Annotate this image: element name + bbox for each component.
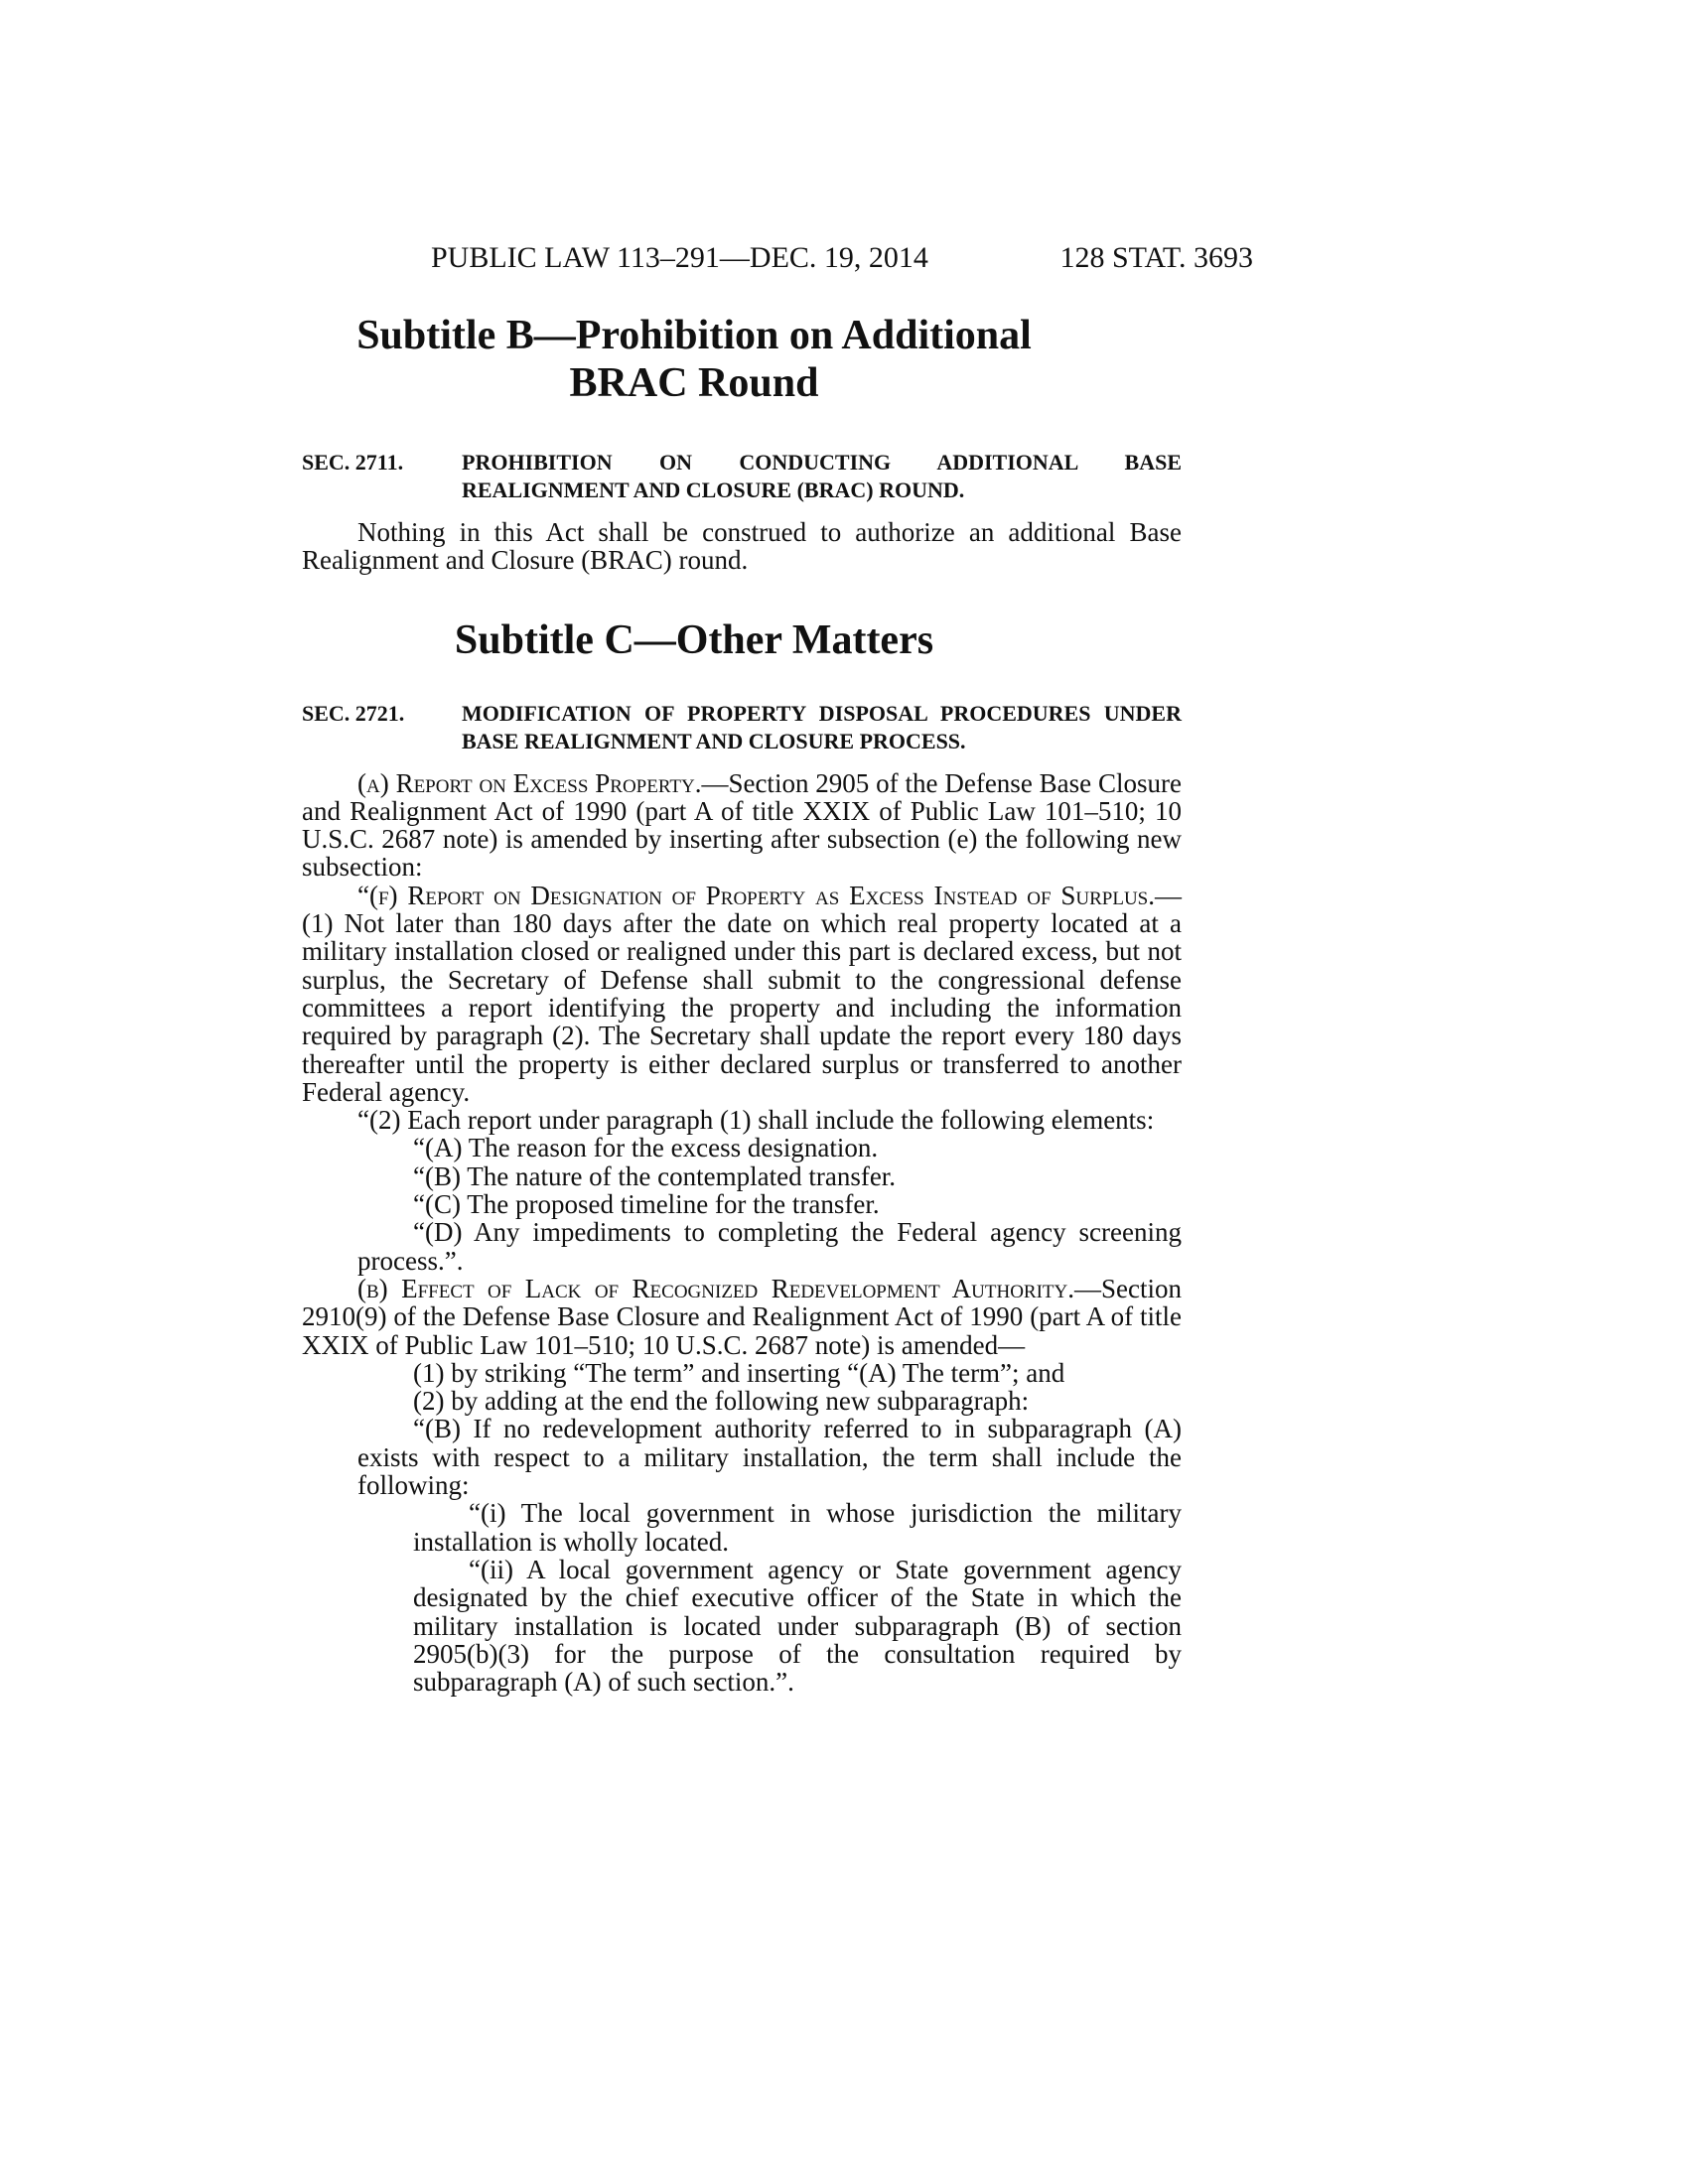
subtitle-b-line-2: BRAC Round [569, 360, 819, 406]
section-2721-number: SEC. 2721. [302, 700, 405, 726]
subsection-a-heading: (a) Report on Excess Property. [357, 767, 702, 798]
subtitle-b-line-1: Subtitle B—Prohibition on Additional [356, 313, 1032, 358]
subsection-a-text: —Section 2905 of the Defense Base Closure and Realignment Act of 1990 (part A of title XXIX of Public Law 101–510; 10 U.S.C. 2687 note) is amended by inserting after subsection (e) the following new subsection: [302, 767, 1182, 883]
running-header [302, 238, 1253, 278]
document-page [302, 238, 1253, 1698]
section-2721-body [302, 769, 1182, 1697]
subsection-b-text: —Section 2910(9) of the Defense Base Closure and Realignment Act of 1990 (part A of title XXIX of Public Law 101–510; 10 U.S.C. 2687 note) is amended— [302, 1273, 1182, 1360]
paragraph-f2-D: “(D) Any impediments to completing the Federal agency screening process.”. [357, 1217, 1182, 1276]
paragraph-f2: “(2) Each report under paragraph (1) shall include the following elements: [357, 1105, 1155, 1136]
subsection-f [302, 882, 1182, 1106]
subsection-f-heading: “(f) Report on Designation of Property as Excess Instead of Surplus. [357, 880, 1155, 910]
subparagraph-B: “(B) If no redevelopment authority referred to in subparagraph (A) exists with respect to a military installation, the term shall include the following: [357, 1414, 1182, 1501]
paragraph-f2-A: “(A) The reason for the excess designation. [413, 1133, 879, 1163]
header-statute-page: 128 STAT. 3693 [1059, 241, 1253, 274]
paragraph-f2-B: “(B) The nature of the contemplated transfer. [413, 1160, 897, 1191]
paragraph-f2-C: “(C) The proposed timeline for the transfer. [413, 1189, 880, 1220]
header-public-law: PUBLIC LAW 113–291—DEC. 19, 2014 [431, 241, 928, 274]
subsection-b [302, 1275, 1182, 1359]
section-2721-title: MODIFICATION OF PROPERTY DISPOSAL PROCEDURES UNDER BASE REALIGNMENT AND CLOSURE PROCESS. [462, 700, 1182, 753]
section-2711-title: PROHIBITION ON CONDUCTING ADDITIONAL BASE REALIGNMENT AND CLOSURE (BRAC) ROUND. [462, 450, 1182, 502]
subtitle-c-heading: Subtitle C—Other Matters [454, 616, 934, 663]
clause-i: “(i) The local government in whose jurisdiction the military installation is wholly located. [413, 1498, 1182, 1557]
subsection-a [302, 769, 1182, 882]
paragraph-b2: (2) by adding at the end the following new subparagraph: [413, 1386, 1030, 1417]
section-2711-heading [302, 449, 1182, 504]
section-2721-heading [302, 700, 1182, 755]
clause-ii: “(ii) A local government agency or State government agency designated by the chief executive officer of the State in which the military installation is located under subparagraph (B) of section 2905(b)(3) for the purpose of the consultation required by subparagraph (A) of such section.”. [413, 1554, 1182, 1698]
section-2711-text: Nothing in this Act shall be construed to authorize an additional Base Realignment and Closure (BRAC) round. [302, 517, 1182, 576]
subsection-b-heading: (b) Effect of Lack of Recognized Redevelopment Authority. [357, 1273, 1074, 1303]
paragraph-b1: (1) by striking “The term” and inserting “(A) The term”; and [413, 1357, 1065, 1388]
subsection-f-text: —(1) Not later than 180 days after the date on which real property located at a military installation closed or realigned under this part is declared excess, but not surplus, the Secretary of Defense shall submit to the congressional defense committees a report identifying the property and including the information required by paragraph (2). The Secretary shall update the report every 180 days thereafter until the property is either declared surplus or transferred to another Federal agency. [302, 880, 1182, 1107]
subtitle-b-heading [302, 312, 1086, 407]
section-2711-number: SEC. 2711. [302, 450, 404, 475]
